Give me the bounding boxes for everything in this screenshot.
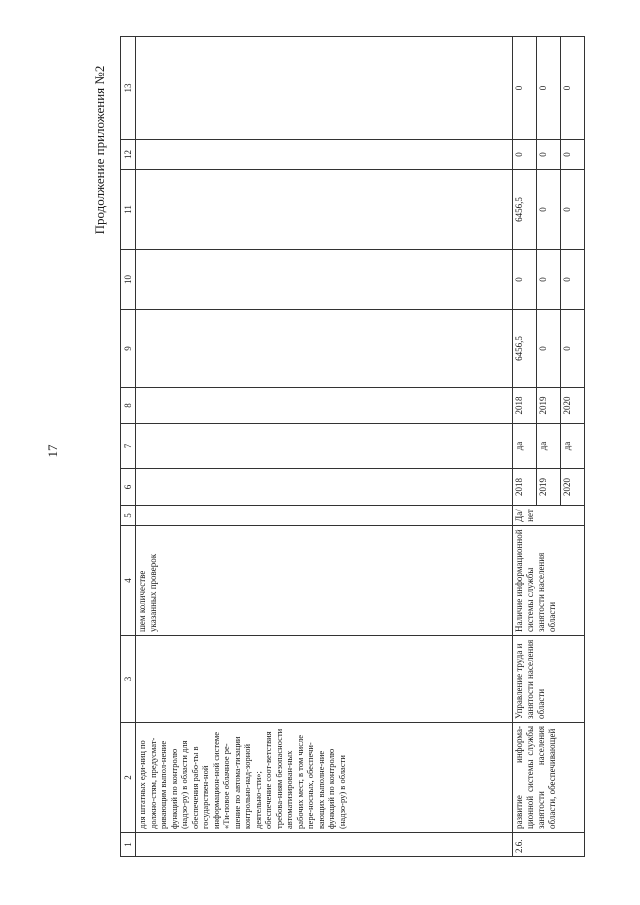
col-header-11: 11 (121, 170, 136, 250)
col-header-2: 2 (121, 723, 136, 833)
program-table (120, 36, 585, 857)
cell-executor: Управление труда и занятости населения области (513, 636, 585, 723)
cell-amount: 0 (537, 310, 561, 388)
cell-indicator: Наличие информационной системы службы занятости населения области (513, 526, 585, 636)
rotated-table-wrapper (120, 37, 585, 857)
cell-year: 2020 (561, 388, 585, 424)
cell-event-description: для штатных еди-ниц по должно-стям, предусмат-ривающим выпол-нение функций по контролю (надзо-ру) в области для обеспечения рабо-ты в государствен-ной информацион-ной системе «Ти-повое облачное ре-шение по автома-тизации контрольно-над-зорной деятельно-сти»; обеспечение соот-ветствия требова-ниям безопасности автоматизирован-ных рабочих мест, в том числе пере-носных, обеспечи-вающих выполне-ние функций по контролю (надзо-ру) в области (136, 723, 513, 833)
cell-item-number: 2.6. (513, 833, 585, 857)
col-header-9: 9 (121, 310, 136, 388)
col-header-3: 3 (121, 636, 136, 723)
cell-amount: 0 (513, 37, 537, 140)
col-header-7: 7 (121, 424, 136, 469)
cell-amount: 6456,5 (513, 170, 537, 250)
table-row-continuation (136, 37, 513, 857)
cell-value: да (561, 424, 585, 469)
cell-event-description: развитие информа-ционной системы службы занятости населения области, обеспечивающей (513, 723, 585, 833)
cell-amount: 0 (561, 37, 585, 140)
cell-amount: 0 (513, 140, 537, 170)
cell-amount: 0 (561, 170, 585, 250)
col-header-5: 5 (121, 506, 136, 526)
col-header-4: 4 (121, 526, 136, 636)
cell-year: 2019 (537, 469, 561, 506)
col-header-12: 12 (121, 140, 136, 170)
appendix-note: Продолжение приложения №2 (92, 65, 107, 235)
cell-executor (136, 636, 513, 723)
col-header-6: 6 (121, 469, 136, 506)
cell-number (136, 833, 513, 857)
cell-year: 2020 (561, 469, 585, 506)
col-header-8: 8 (121, 388, 136, 424)
page-number: 17 (45, 444, 60, 458)
table-row (513, 37, 537, 857)
cell-amount: 6456,5 (513, 310, 537, 388)
cell-amount: 0 (561, 310, 585, 388)
col-header-10: 10 (121, 250, 136, 310)
cell-value: да (513, 424, 537, 469)
cell-amount: 0 (513, 250, 537, 310)
cell-amount: 0 (537, 37, 561, 140)
cell-amount: 0 (537, 250, 561, 310)
cell-year: 2018 (513, 388, 537, 424)
cell-amount: 0 (537, 140, 561, 170)
cell-amount: 0 (561, 250, 585, 310)
cell-year: 2019 (537, 388, 561, 424)
col-header-13: 13 (121, 37, 136, 140)
cell-indicator: шем количестве указанных проверок (136, 526, 513, 636)
cell-value: да (537, 424, 561, 469)
col-header-1: 1 (121, 833, 136, 857)
column-number-row (121, 37, 136, 857)
cell-amount: 0 (561, 140, 585, 170)
cell-unit: Да/нет (513, 506, 585, 526)
cell-amount: 0 (537, 170, 561, 250)
cell-year: 2018 (513, 469, 537, 506)
